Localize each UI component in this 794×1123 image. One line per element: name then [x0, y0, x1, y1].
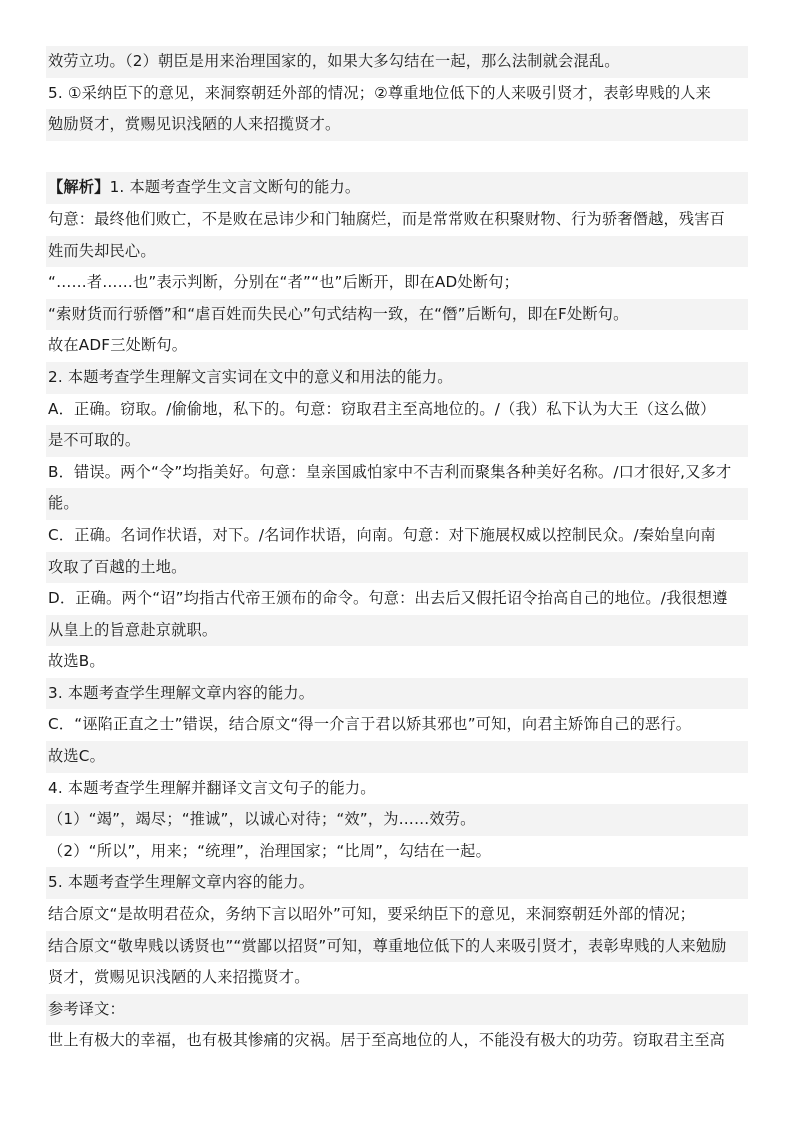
text-line: [46, 330, 748, 362]
line-text: 世上有极大的幸福，也有极其惨痛的灾祸。居于至高地位的人，不能没有极大的功劳。窃取君主至高: [48, 1031, 726, 1050]
line-text: 从皇上的旨意赴京就职。: [48, 620, 218, 639]
line-text: C．正确。名词作状语，对下。/名词作状语，向南。句意：对下施展权威以控制民众。/秦始皇向南: [48, 525, 716, 544]
line-text: “索财货而行骄僭”和“虐百姓而失民心”句式结构一致，在“僭”后断句，即在F处断句。: [48, 304, 629, 323]
text-line: [46, 267, 748, 299]
line-text: 能。: [48, 494, 79, 513]
text-line: [46, 109, 748, 141]
text-line: [46, 46, 748, 78]
text-line: [46, 646, 748, 678]
text-line: [46, 457, 748, 489]
line-text: 5. ①采纳臣下的意见，来洞察朝廷外部的情况；②尊重地位低下的人来吸引贤才，表彰卑贱的人来: [48, 83, 712, 102]
line-text: 4. 本题考查学生理解并翻译文言文句子的能力。: [48, 778, 376, 797]
text-line: [46, 236, 748, 268]
text-line: [46, 867, 748, 899]
text-line: [46, 741, 748, 773]
line-text: 句意：最终他们败亡，不是败在忌讳少和门轴腐烂，而是常常败在积聚财物、行为骄奢僭越，残害百: [48, 209, 726, 228]
text-line: [46, 615, 748, 647]
line-text: 效劳立功。（2）朝臣是用来治理国家的，如果大多勾结在一起，那么法制就会混乱。: [48, 52, 620, 70]
line-text: 故在ADF三处断句。: [48, 336, 188, 355]
text-line: [46, 678, 748, 710]
line-text: 故选C。: [48, 747, 105, 766]
text-line: [46, 78, 748, 110]
text-line: [46, 804, 748, 836]
line-text: 攻取了百越的土地。: [48, 557, 187, 576]
text-line: [46, 172, 748, 204]
line-text: 参考译文：: [48, 999, 125, 1018]
line-text: “……者……也”表示判断，分别在“者”“也”后断开，即在AD处断句；: [48, 273, 519, 292]
line-text: B．错误。两个“令”均指美好。句意：皇亲国戚怕家中不吉利而聚集各种美好名称。/口才很好,又多才: [48, 462, 732, 481]
line-text: 1. 本题考查学生文言文断句的能力。: [109, 178, 361, 197]
text-line: [46, 362, 748, 394]
text-line: [46, 931, 748, 963]
text-line: [46, 583, 748, 615]
text-line: [46, 773, 748, 805]
text-line: [46, 394, 748, 426]
line-text: 勉励贤才，赏赐见识浅陋的人来招揽贤才。: [48, 115, 341, 134]
text-line: [46, 899, 748, 931]
analysis-label: 【解析】: [48, 178, 110, 197]
text-line: [46, 425, 748, 457]
text-line: [46, 994, 748, 1026]
line-text: C．“诬陷正直之士”错误，结合原文“得一介言于君以矫其邪也”可知，向君主矫饰自己的恶行。: [48, 715, 692, 734]
line-text: 贤才，赏赐见识浅陋的人来招揽贤才。: [48, 968, 310, 987]
document-page: [46, 46, 748, 1057]
line-text: （2）“所以”，用来；“统理”，治理国家；“比周”，勾结在一起。: [48, 841, 491, 860]
line-text: 是不可取的。: [48, 431, 141, 450]
text-line: [46, 299, 748, 331]
text-line: [46, 520, 748, 552]
line-text: 姓而失却民心。: [48, 241, 156, 260]
line-text: 结合原文“是故明君莅众，务纳下言以昭外”可知，要采纳臣下的意见，来洞察朝廷外部的情况；: [48, 905, 696, 924]
text-line: [46, 709, 748, 741]
text-line: [46, 1025, 748, 1057]
text-line: [46, 962, 748, 994]
text-line: [46, 488, 748, 520]
line-text: 3. 本题考查学生理解文章内容的能力。: [48, 683, 315, 702]
text-line: [46, 204, 748, 236]
line-text: 2. 本题考查学生理解文言实词在文中的意义和用法的能力。: [48, 367, 453, 386]
line-text: 结合原文“敬卑贱以诱贤也”“赏鄙以招贤”可知，尊重地位低下的人来吸引贤才，表彰卑贱的人来勉励: [48, 936, 727, 955]
line-text: D．正确。两个“诏”均指古代帝王颁布的命令。句意：出去后又假托诏令抬高自己的地位。/我很想遵: [48, 589, 728, 608]
line-text: A．正确。窃取。/偷偷地，私下的。句意：窃取君主至高地位的。/（我）私下认为大王（这么做）: [48, 399, 716, 418]
text-line: [46, 836, 748, 868]
text-line: [46, 141, 748, 173]
text-line: [46, 552, 748, 584]
line-text: 故选B。: [48, 652, 105, 671]
line-text: （1）“竭”，竭尽；“推诚”，以诚心对待；“效”，为……效劳。: [48, 810, 476, 829]
line-text: 5. 本题考查学生理解文章内容的能力。: [48, 873, 315, 892]
